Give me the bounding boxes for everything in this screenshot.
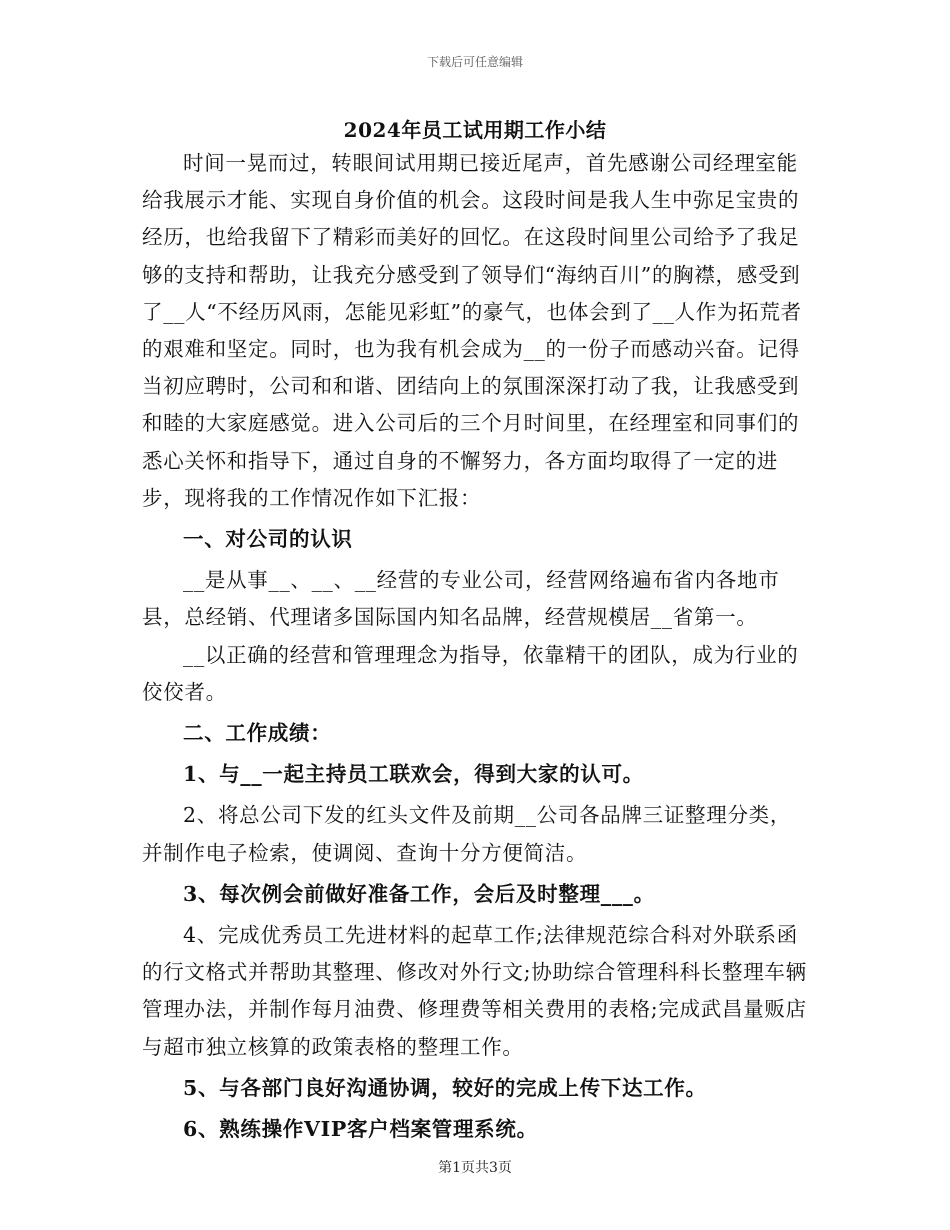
achievement-item-1: 1、与__一起主持员工联欢会，得到大家的认可。 (183, 762, 644, 787)
company-paragraph-1: __是从事__、__、__经营的专业公司，经营网络遍布省内各地市县，总经销、代理诸多国际国内知名品牌，经营规模居__省第一。 (142, 568, 780, 630)
page-number: 第1页共3页 (438, 1160, 512, 1176)
achievement-item-5: 5、与各部门良好沟通协调，较好的完成上传下达工作。 (183, 1075, 707, 1100)
achievement-item-3: 3、每次例会前做好准备工作，会后及时整理___。 (183, 881, 655, 906)
company-paragraph-2: __以正确的经营和管理理念为指导，依靠精干的团队，成为行业的佼佼者。 (142, 642, 799, 704)
achievement-item-4: 4、完成优秀员工先进材料的起草工作;法律规范综合科对外联系函的行文格式并帮助其整理、修改对外行文;协助综合管理科科长整理车辆管理办法，并制作每月油费、修理费等相关费用的表格;完成武昌量贩店与超市独立核算的政策表格的整理工作。 (142, 923, 807, 1059)
achievement-item-6: 6、熟练操作VIP客户档案管理系统。 (183, 1117, 538, 1142)
header-note: 下载后可任意编辑 (426, 55, 523, 69)
section-heading-achievements: 二、工作成绩： (183, 721, 332, 746)
document-title: 2024年员工试用期工作小结 (343, 118, 607, 142)
section-heading-company: 一、对公司的认识 (183, 527, 353, 552)
intro-paragraph: 时间一晃而过，转眼间试用期已接近尾声，首先感谢公司经理室能给我展示才能、实现自身价值的机会。这段时间是我人生中弥足宝贵的经历，也给我留下了精彩而美好的回忆。在这段时间里公司给予了我足够的支持和帮助，让我充分感受到了领导们“海纳百川”的胸襟，感受到了__人“不经历风雨，怎能见彩虹”的豪气，也体会到了__人作为拓荒者的艰难和坚定。同时，也为我有机会成为__的一份子而感动兴奋。记得当初应聘时，公司和和谐、团结向上的氛围深深打动了我，让我感受到和睦的大家庭感觉。进入公司后的三个月时间里，在经理室和同事们的悉心关怀和指导下，通过自身的不懈努力，各方面均取得了一定的进步，现将我的工作情况作如下汇报： (142, 151, 802, 510)
document-body (142, 145, 808, 1148)
achievement-item-2: 2、将总公司下发的红头文件及前期__公司各品牌三证整理分类，并制作电子检索，使调阅、查询十分方便简洁。 (142, 803, 792, 865)
